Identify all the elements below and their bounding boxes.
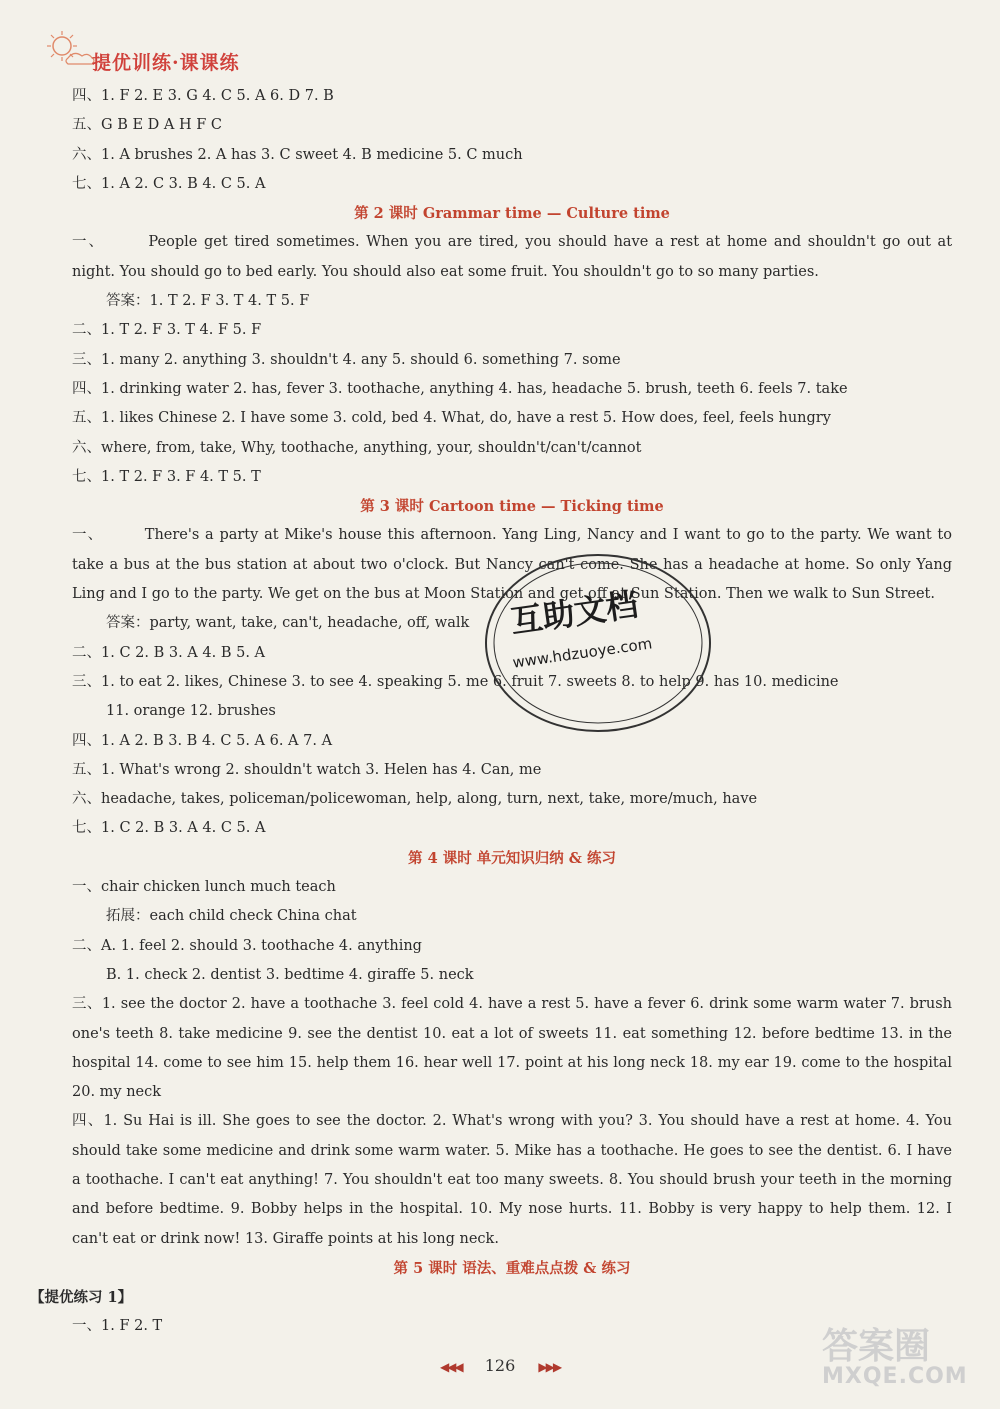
passage-label: 一、 [72,527,104,544]
exercise-label: 【提优练习 1】 [30,1289,133,1307]
answer-line: 一、1. F 2. T [72,1318,163,1335]
answer-line: B. 1. check 2. dentist 3. bedtime 4. giraffe 5. neck [106,966,474,983]
passage-answer: 答案：party, want, take, can't, headache, off, walk [106,615,470,632]
page-number: 126 [484,1356,516,1375]
answer-line: 五、1. What's wrong 2. shouldn't watch 3. Helen has 4. Can, me [72,761,542,778]
section-heading-lesson-2: 第 2 课时 Grammar time — Culture time [354,205,670,223]
passage-lesson-2 [72,228,952,287]
stamp-url: www.hdzuoye.com [511,634,654,672]
answer-line: 七、1. C 2. B 3. A 4. C 5. A [72,820,266,837]
section-heading-lesson-4: 第 4 课时 单元知识归纳 & 练习 [408,849,616,867]
answer-line: 二、1. C 2. B 3. A 4. B 5. A [72,644,266,661]
watermark-top: 答案圈 [822,1326,931,1367]
answer-line: 二、1. T 2. F 3. T 4. F 5. F [72,322,262,339]
answer-line: 四、1. F 2. E 3. G 4. C 5. A 6. D 7. B [72,88,334,104]
stamp-text: 互助文档 [508,585,641,641]
site-watermark [808,1318,988,1398]
passage-label: 一、 [72,234,106,251]
answer-line: 一、chair chicken lunch much teach [72,879,336,896]
passage-text: People get tired sometimes. When you are tired, you should have a rest at home and shouldn't go out at night. You should go to bed early. You should also eat some fruit. You shouldn't go to so many parties. [72,234,953,280]
answer-line: 二、A. 1. feel 2. should 3. toothache 4. anything [72,937,422,954]
answer-line: 六、1. A brushes 2. A has 3. C sweet 4. B medicine 5. C much [72,146,523,163]
page-header-title: 提优训练·课课练 [92,52,240,74]
answer-line: 四、1. A 2. B 3. B 4. C 5. A 6. A 7. A [72,732,333,749]
sun-decoration-icon [40,28,100,68]
answer-block-si: 四、1. Su Hai is ill. She goes to see the doctor. 2. What's wrong with you? 3. You should have a rest at home. 4. You should take some medicine and drink some warm water. 5. Mike has a toothache. He goes to see the dentist. 6. I have a toothache. I can't eat anything! 7. You shouldn't eat too many sweets. 8. You should brush your teeth in the morning and before bedtime. 9. Bobby helps in the hospital. 10. My nose hurts. 11. Bobby is very happy to help them. 12. I can't eat or drink now! 13. Giraffe points at his long neck. [72,1113,952,1247]
answer-line: 三、1. many 2. anything 3. shouldn't 4. any 5. should 6. something 7. some [72,351,621,368]
right-arrows-icon: ▶▶▶ [538,1360,561,1374]
section-heading-lesson-3: 第 3 课时 Cartoon time — Ticking time [360,498,664,516]
answer-line: 四、1. drinking water 2. has, fever 3. toothache, anything 4. has, headache 5. brush, teeth 6. feels 7. take [72,380,848,397]
passage-answer: 答案：1. T 2. F 3. T 4. T 5. F [106,293,310,310]
answer-line: 五、1. likes Chinese 2. I have some 3. cold, bed 4. What, do, have a rest 5. How does, feel, feels hungry [72,410,831,427]
answer-line: 五、G B E D A H F C [72,117,222,134]
answer-line: 三、1. to eat 2. likes, Chinese 3. to see 4. speaking 5. me 6. fruit 7. sweets 8. to help 9. has 10. medicine [72,673,839,690]
left-arrows-icon: ◀◀◀ [439,1360,462,1374]
answer-line: 七、1. T 2. F 3. F 4. T 5. T [72,468,261,485]
answer-line: 七、1. A 2. C 3. B 4. C 5. A [72,175,266,192]
section-heading-lesson-5: 第 5 课时 语法、重难点点拨 & 练习 [393,1259,631,1277]
passage-text: There's a party at Mike's house this afternoon. Yang Ling, Nancy and I want to go to the party. We want to take a bus at the bus station at about two o'clock. But Nancy can't come. She has a headache at home. So only Yang Ling and I go to the party. We get on the bus at Moon Station and get off at Sun Station. Then we walk to Sun Street. [72,527,952,603]
answer-line: 11. orange 12. brushes [106,703,276,720]
watermark-bottom: MXQE.COM [822,1364,968,1389]
page-header [40,28,360,74]
answer-block-san: 三、1. see the doctor 2. have a toothache 3. feel cold 4. have a rest 5. have a fever 6. drink some warm water 7. brush one's teeth 8. take medicine 9. see the dentist 10. eat a lot of sweets 11. eat something 12. before bedtime 13. in the hospital 14. come to see him 15. help them 16. hear well 17. point at his long neck 18. my ear 19. come to the hospital 20. my neck [72,996,952,1101]
answer-line: 六、headache, takes, policeman/policewoman, help, along, turn, next, take, more/much, have [72,791,758,808]
watermark-stamp [482,548,714,738]
answer-line: 六、where, from, take, Why, toothache, anything, your, shouldn't/can't/cannot [72,439,642,456]
answer-line: 拓展：each child check China chat [106,908,357,925]
